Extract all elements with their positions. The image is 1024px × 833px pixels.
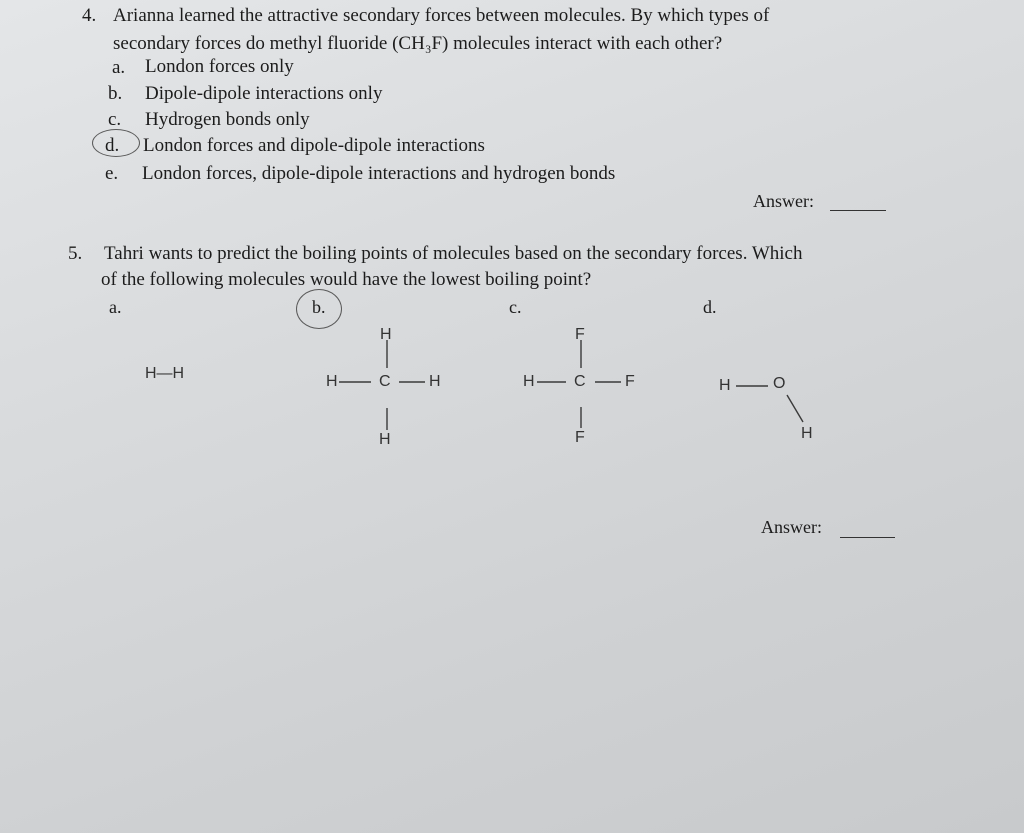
molecule-d-center-atom: O xyxy=(773,375,786,392)
q4-option-b-letter: b. xyxy=(108,83,123,104)
q5-answer-label: Answer: xyxy=(761,517,822,537)
molecule-b-bottom-atom: H xyxy=(379,431,391,448)
molecule-d-left-atom: H xyxy=(719,377,731,394)
molecule-c-center-atom: C xyxy=(574,373,586,390)
q4-option-a-letter: a. xyxy=(112,57,126,78)
molecule-a-formula: H—H xyxy=(145,365,185,382)
molecule-c-right-atom: F xyxy=(625,373,635,390)
bond-d-bottom xyxy=(787,395,803,422)
q5-question-line2: of the following molecules would have the lowest boiling point? xyxy=(101,269,592,290)
molecule-c-bottom-atom: F xyxy=(575,429,585,446)
molecule-b-top-atom: H xyxy=(380,326,392,343)
molecule-d-bottom-atom: H xyxy=(801,425,813,442)
q5-choice-a: a. xyxy=(109,297,122,317)
q4-option-d-letter: d. xyxy=(105,135,120,156)
q5-question-line1: Tahri wants to predict the boiling points of molecules based on the secondary forces. Which xyxy=(104,243,803,264)
q4-option-c-letter: c. xyxy=(108,109,122,130)
q4-option-d-text: London forces and dipole-dipole interactions xyxy=(143,135,485,156)
q4-option-c-text: Hydrogen bonds only xyxy=(145,109,310,130)
q4-option-a-text: London forces only xyxy=(145,56,294,77)
q5-choice-b: b. xyxy=(312,297,326,317)
q4-question-line1: Arianna learned the attractive secondary forces between molecules. By which types of xyxy=(113,5,770,26)
q4-number: 4. xyxy=(82,5,97,26)
molecule-c-left-atom: H xyxy=(523,373,535,390)
q5-number: 5. xyxy=(68,243,83,264)
molecule-b-center-atom: C xyxy=(379,373,391,390)
q5-answer-blank[interactable] xyxy=(840,537,895,538)
q4-question-line2: secondary forces do methyl fluoride (CH₃F) molecules interact with each other? xyxy=(113,33,723,54)
molecule-b-left-atom: H xyxy=(326,373,338,390)
q4-option-e-letter: e. xyxy=(105,163,119,184)
q5-choice-d: d. xyxy=(703,297,717,317)
molecule-c-top-atom: F xyxy=(575,326,585,343)
q4-option-b-text: Dipole-dipole interactions only xyxy=(145,83,383,104)
q5-choice-c: c. xyxy=(509,297,522,317)
q4-option-e-text: London forces, dipole-dipole interactions and hydrogen bonds xyxy=(142,163,616,184)
q4-answer-blank[interactable] xyxy=(830,210,886,211)
molecule-b-right-atom: H xyxy=(429,373,441,390)
q4-answer-label: Answer: xyxy=(753,191,814,211)
